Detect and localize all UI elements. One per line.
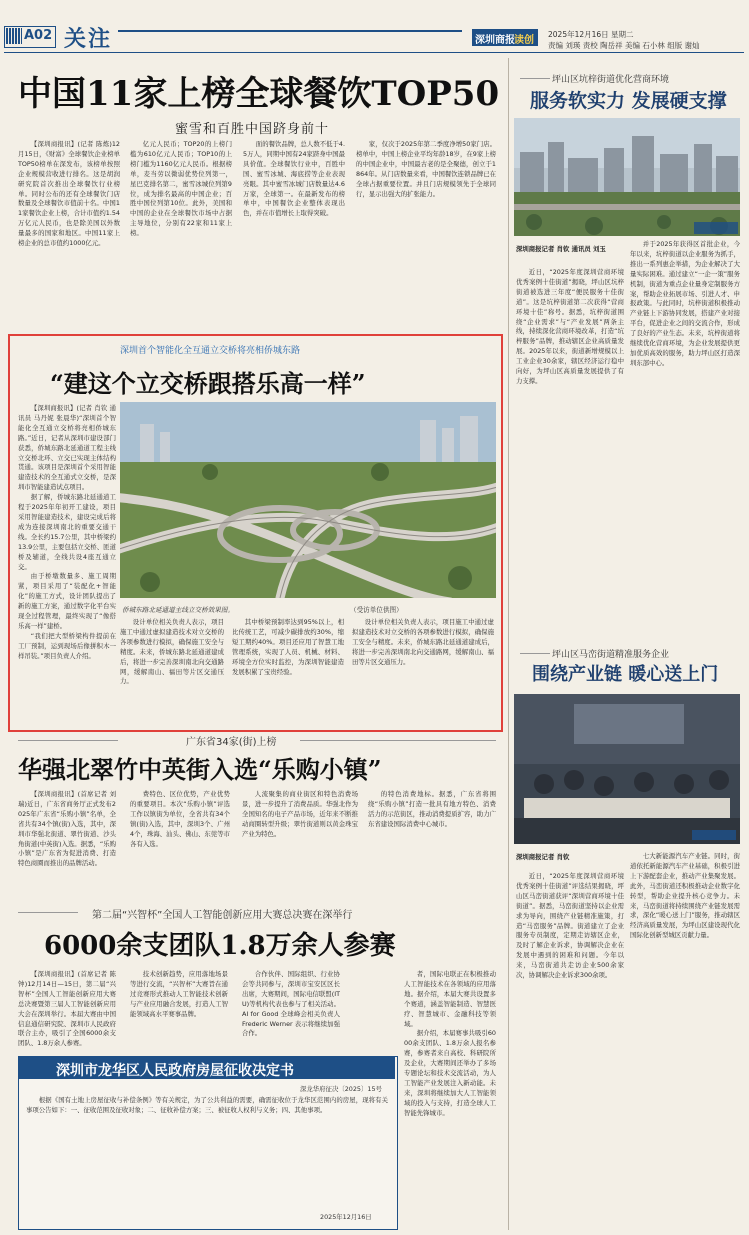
lead-subheadline: 蜜雪和百胜中国跻身前十 xyxy=(175,122,330,137)
masthead-bottom-rule xyxy=(4,52,744,53)
brand-logo xyxy=(472,29,538,46)
lead-col-1: 【深圳商报讯】(记者 陈炼)12月15日，《财富》全球餐饮企业榜单TOP50榜单在深发布，该榜单按照企业规模营收进行排名。这是胡润研究院首次推出全球餐饮行业榜单。同时公布的还有全球餐饮门店数量及全球餐饮市值前十名。中国11家餐饮企业上榜，合计市值约1.54万亿元人民币，也是除美国以外数量最多的国家和地区。中国11家上榜企业的总市值约1000亿元。 xyxy=(18,140,120,248)
section-rule xyxy=(300,740,496,741)
masthead xyxy=(0,0,749,54)
section-name: 关注 xyxy=(64,26,113,52)
section-rule xyxy=(18,912,78,913)
masthead-divider xyxy=(118,30,462,32)
right-top-col-2: 并于2025年获得区首批企业，今年以来，坑梓街道以企业服务为抓手，推出一系列惠企举措，为企业解决了大量实际困难。通过建立“一企一策”服务机制，街道为重点企业量身定制服务方案，帮助企业拓展市场、引进人才、申报政策。与此同时，坑梓街道积极推动产业链上下游协同发展，搭建产业对接平台，促进企业之间的交流合作，形成了良好的产业生态。未来，坑梓街道将继续优化营商环境，为企业发展提供更加优质高效的服务，助力坪山区打造深圳东部中心。 xyxy=(630,240,740,367)
ai-headline: 6000余支团队1.8万余人参赛 xyxy=(44,931,396,961)
bridge-photo-credit: （受访单位供图） xyxy=(350,606,403,614)
bridge-col-3: 其中桥梁预制率达到95%以上，相比传统工艺，可减少碳排放约30%，缩短工期约40%。项目还应用了智慧工地管理系统，实现了人员、机械、材料、环境全方位实时监控，为深圳智能建造发展积累了宝贵经验。 xyxy=(232,618,344,676)
notice-body: 根据《国有土地上房屋征收与补偿条例》等有关规定，为了公共利益的需要，确需征收位于龙华区范围内的房屋，现将有关事项公告如下：一、征收范围及征收对象；二、征收补偿方案；三、被征收人权利与义务；四、其他事项。 xyxy=(26,1096,388,1114)
notice-title: 深圳市龙华区人民政府房屋征收决定书 xyxy=(56,1063,294,1079)
dining-headline: 华强北翠竹中英街入选“乐购小镇” xyxy=(18,755,382,784)
meeting-photo-art xyxy=(514,694,740,844)
masthead-date: 2025年12月16日 星期二 xyxy=(548,30,634,39)
barcode-icon xyxy=(6,28,22,44)
ai-col-4: 者，国际电联正在积极推动人工智能技术在各领域的应用落地。据介绍，本届大赛共设置多个赛道，涵盖智能制造、智慧医疗、智慧城市、金融科技等领域。 据介绍，本届赛事共吸引6000余支团队、1.8万余人报名参赛，参赛者来自高校、科研院所及企业，大赛期间还举办了多场专题论坛和技术交流活动，为人工智能产业发展注入新动能。未来，深圳将继续加大人工智能领域的投入与支持，打造全球人工智能先锋城市。 xyxy=(404,970,496,1117)
right-top-credit: 深圳商报记者 肖钦 通讯员 刘玉 xyxy=(516,245,606,253)
masthead-editors: 责编 刘瑛 责校 陶岳祥 美编 石小林 组版 谢灿 xyxy=(548,41,700,50)
industrial-park-photo-art xyxy=(514,118,740,236)
ai-col-1: 【深圳商报讯】(首席记者 陈钟)12月14日—15日，第二届“兴智杯”全国人工智能创新应用大赛总决赛暨第三届人工智能创新应用大会在深圳举行。本届大赛由中国信息通信研究院、深圳市人民政府联合主办，吸引了全国6000余支团队、1.8万余人参赛。 xyxy=(18,970,116,1048)
dining-col-2: 费特色、区位优势，产业优势的重要项目。本次“乐购小镇”评选工作以镇街为单位，全省共有34个镇(街)入选，其中，深圳3个、广州4个，珠海、汕头、佛山、东莞等市各有入选。 xyxy=(130,790,230,848)
page-code: A02 xyxy=(24,28,53,43)
section-rule xyxy=(18,740,118,741)
right-top-kicker-rule xyxy=(520,78,550,79)
lead-col-3: 面的餐饮品牌，总人数不低于4.5万人，同期中国有24家跻身中国最具价值。全球餐饮行业中，百胜中国、蜜雪冰城、海底捞等企业表现亮眼。其中蜜雪冰城门店数量达4.6万家，全球第一。在最新发布的榜单中，中国餐饮企业整体表现出色，并在市值增长上取得突破。 xyxy=(243,140,345,218)
right-top-kicker: 坪山区坑梓街道优化营商环境 xyxy=(552,75,670,85)
notice-date: 2025年12月16日 xyxy=(320,1213,372,1221)
notice-number: 深龙华府征决〔2025〕15号 xyxy=(300,1085,382,1093)
bridge-col-4: 设计单位相关负责人表示，项目施工中通过虚拟建造技术对立交桥的各项参数进行模拟，确保施工安全与精度。未来，侨城东路北延通道建成后，将进一步完善深圳南北向交通路网，缓解南山、福田等片区交通压力。 xyxy=(352,618,494,666)
bridge-photo-art xyxy=(120,402,496,598)
ai-col-2: 技术创新趋势，应用落地场景等进行交流，“兴智杯”大赛旨在通过竞赛形式推动人工智能技术创新与产业应用融合发展，打造人工智能领域高水平赛事品牌。 xyxy=(130,970,228,1018)
bridge-headline: “建这个立交桥跟搭乐高一样” xyxy=(50,369,366,398)
right-bottom-kicker-rule xyxy=(520,653,550,654)
right-bottom-col-2: 七大新能源汽车产业链。同时，街道依托新能源汽车产业基础，积极引进上下游配套企业，推动产业集聚发展。此外，马峦街道还积极推动企业数字化转型，帮助企业提升核心竞争力。未来，马峦街道将持续围绕产业链发展需求，深化“暖心送上门”服务，推动辖区经济高质量发展，为坪山区建设现代化国际化创新型城区贡献力量。 xyxy=(630,852,740,940)
bridge-kicker: 深圳首个智能化全互通立交桥将亮相侨城东路 xyxy=(120,346,301,356)
dining-kicker: 广东省34家(街)上榜 xyxy=(186,737,277,748)
lead-col-4: 家，仅次于2025年第二季度净增50家门店。榜单中，中国上榜企业平均年龄18岁，在9家上榜的中国企业中，中国最古老的是全聚德，创立于1864年。从门店数量来看，中国餐饮连锁品牌已在全球占据重要位置。并且门店规模领先于全球同行，显示出强大的扩张能力。 xyxy=(356,140,496,198)
brand-sub-text: 读创 xyxy=(514,35,534,46)
right-bottom-credit: 深圳商报记者 肖钦 xyxy=(516,853,570,861)
ai-kicker: 第二届“兴智杯”全国人工智能创新应用大赛总决赛在深举行 xyxy=(92,910,353,921)
dining-col-4: 的特色消费地标。据悉，广东省将围绕“乐购小镇”打造一批具有地方特色、消费活力的示范街区，推动消费提质扩容，助力广东省建设国际消费中心城市。 xyxy=(368,790,496,828)
right-bottom-kicker: 坪山区马峦街道精准服务企业 xyxy=(552,650,670,660)
right-bottom-headline: 围绕产业链 暖心送上门 xyxy=(532,664,719,685)
bridge-col-2: 设计单位相关负责人表示，项目施工中通过虚拟建造技术对立交桥的各项参数进行模拟，确保施工安全与精度。未来，侨城东路北延通道建成后，将进一步完善深圳南北向交通路网，缓解南山、福田等片区交通压力。 xyxy=(120,618,224,686)
right-top-headline: 服务软实力 发展硬支撑 xyxy=(530,90,727,112)
brand-text: 深圳商报 xyxy=(475,35,515,46)
dining-col-3: 人流聚集的商业街区和特色消费场景，进一步提升了消费品质。华强北作为全国知名的电子产品市场，近年来不断推动商圈转型升级；翠竹街道则以黄金珠宝产业为特色。 xyxy=(242,790,358,838)
right-top-col-1: 近日，“2025年度深圳营商环境优秀案例十佳街道”揭晓，坪山区坑梓街道被选进三年度“便民服务十佳街道”。这是坑梓街道第二次获得“营商环境十佳”称号。据悉，坑梓街道围绕“企业需求”与“产业发展”两条主线，持续深化营商环境改革，打造“坑梓服务”品牌，推动辖区企业高质量发展。2025年以来，街道新增规模以上工业企业30余家，辖区经济运行稳中向好，为坪山区高质量发展提供了有力支撑。 xyxy=(516,268,624,385)
bridge-photo-caption: 侨城东路北延通道主线立交桥效果图。 xyxy=(122,606,235,614)
lead-headline: 中国11家上榜全球餐饮TOP50 xyxy=(18,74,500,114)
right-top-photo xyxy=(514,118,740,236)
right-bottom-col-1: 近日，“2025年度深圳营商环境优秀案例十佳街道”评选结果揭晓，坪山区马峦街道获评“深圳营商环境十佳街道”。据悉，马峦街道坚持以企业需求为导向，围绕产业链精准施策，打造“马峦服务”品牌。街道建立了企业服务专员制度，定期走访辖区企业，及时了解企业诉求，协调解决企业在发展中遇到的困难和问题。今年以来，马峦街道共走访企业500余家次，协调解决企业诉求300余项。 xyxy=(516,872,624,980)
right-bottom-photo xyxy=(514,694,740,844)
ai-col-3: 合作伙伴、国际组织、行业协会等共同参与，深圳市宝安区区长出席，大赛期间，国际电信联盟(ITU)等机构代表也参与了相关活动。AI for Good 全球峰会相关负责人 Frederic Werner 表示将继续加强合作。 xyxy=(242,970,340,1038)
lead-col-2: 亿元人民币；TOP20的上榜门槛为610亿元人民币；TOP10的上榜门槛为1160亿元人民币。根据榜单，麦当劳以微弱优势位列第一，星巴克排名第二，蜜雪冰城位列第9位，成为排名最高的中国企业；百胜中国位列第10位。此外，美国和中国的企业在全球餐饮市场中占据主导地位，分别有22家和11家上榜。 xyxy=(130,140,232,238)
bridge-photo xyxy=(120,402,496,598)
dining-col-1: 【深圳商报讯】(首席记者 刘瑞)近日，广东省商务厅正式发布2025年广东省“乐购小镇”名单，全省共有34个镇(街)入选，其中，深圳市华强北街道、翠竹街道、沙头角街道(中英街)入选。据悉，“乐购小镇”是广东省为促进消费、打造特色商圈而推出的品牌活动。 xyxy=(18,790,116,868)
bridge-col-1: 【深圳商报讯】(记者 肖钦 通讯员 马丹妮 张晨华)“深圳首个智能化全互通立交桥将亮相侨城东路。”近日，记者从深圳市建设部门获悉，侨城东路北延通道工程主线立交桥北环、立交已实现主体结构贯通。该项目是深圳首个采用智能建造技术的全互通式立交桥，是深圳市智能建造试点项目。 据了解，侨城东路北延通道工程于2025年年初开工建设，项目采用智能建造技术，建设完成后将成为连接深圳南北的重要交通干线。全长约15.7公里，其中桥梁约13.9公里，主要包括立交桥、匝道桥及辅道，全线共设4座互通立交。 由于桥墩数量多、施工周期紧，项目采用了“装配化+智能化”的施工方式，设计团队提出了新的施工方案，通过数字化平台实现全过程管理，最终实现了“像搭乐高一样”建桥。 “我们把大型桥梁构件提前在工厂预制，运到现场后像拼积木一样吊装。”项目负责人介绍。 xyxy=(18,404,116,660)
right-divider xyxy=(508,58,509,1230)
